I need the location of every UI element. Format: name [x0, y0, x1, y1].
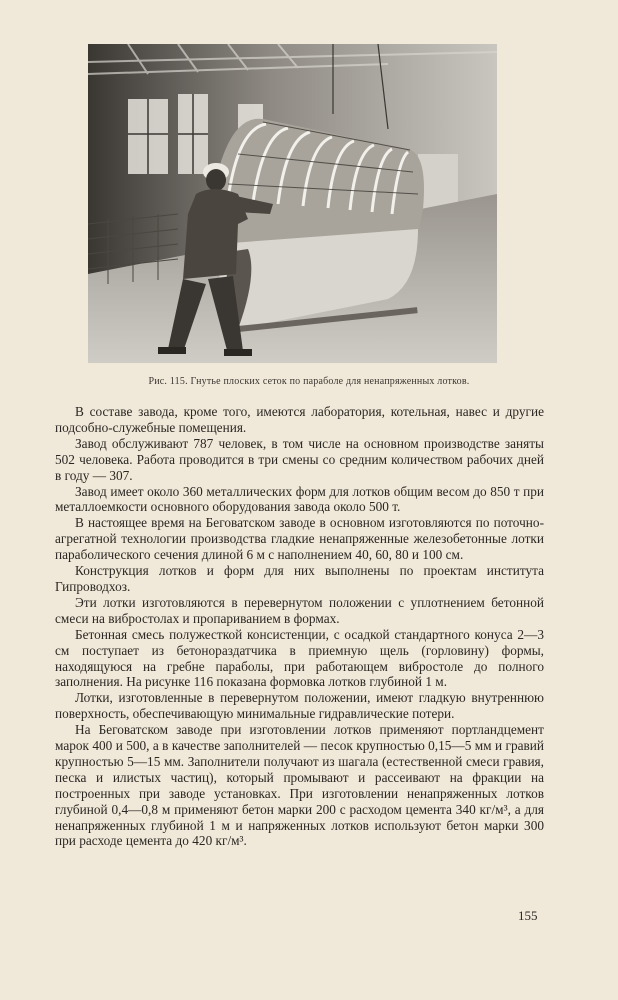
- paragraph: Завод обслуживают 787 человек, в том числе на основном производстве заняты 502 человека. Работа проводится в три смены со средним количеством рабочих дней в году — 307.: [55, 435, 544, 483]
- paragraph: Эти лотки изготовляются в перевернутом положении с уплотнением бетонной смеси на вибростолах и пропариванием в формах.: [55, 594, 544, 626]
- photo-figure: [88, 44, 497, 363]
- figure-caption: Рис. 115. Гнутье плоских сеток по параболе для ненапряженных лотков.: [148, 376, 470, 387]
- paragraph: На Беговатском заводе при изготовлении лотков применяют портландцемент марок 400 и 500, а в качестве заполнителей — песок крупностью 0,15—5 мм и гравий крупностью 5—15 мм. Заполнители получают из шагала (естественной смеси гравия, песка и илистых частиц), который промывают и рассеивают на фракции на построенных при заводе установках. При изготовлении ненапряженных лотков глубиной 0,4—0,8 м применяют бетон марки 200 с расходом цемента 340 кг/м³, а для ненапряженных глубиной 1 м и напряженных лотков используют бетон марки 300 при расходе цемента до 420 кг/м³.: [55, 722, 544, 849]
- paragraph: Конструкция лотков и форм для них выполнены по проектам института Гипроводхоз.: [55, 563, 544, 594]
- paragraph: В настоящее время на Беговатском заводе в основном изготовляются по поточно-агрегатной технологии производства гладкие ненапряженные железобетонные лотки параболического сечения длиной 6 м с наполнением 40, 60, 80 и 100 см.: [55, 515, 544, 563]
- body-text: [55, 404, 544, 849]
- page-number: 155: [518, 908, 538, 923]
- paragraph: Бетонная смесь полужесткой консистенции, с осадкой стандартного конуса 2—3 см поступает из бетонораздатчика в приемную щель (горловину) формы, находящуюся на гребне параболы, при работающем вибростоле до полного заполнения. На рисунке 116 показана формовка лотков глубиной 1 м.: [55, 626, 544, 690]
- paragraph: Лотки, изготовленные в перевернутом положении, имеют гладкую внутреннюю поверхность, обеспечивающую минимальные гидравлические потери.: [55, 690, 544, 722]
- paragraph: Завод имеет около 360 металлических форм для лотков общим весом до 850 т при металлоемкости основного оборудования завода около 500 т.: [55, 483, 544, 515]
- paragraph: В составе завода, кроме того, имеются лаборатория, котельная, навес и другие подсобно-служебные помещения.: [55, 404, 544, 435]
